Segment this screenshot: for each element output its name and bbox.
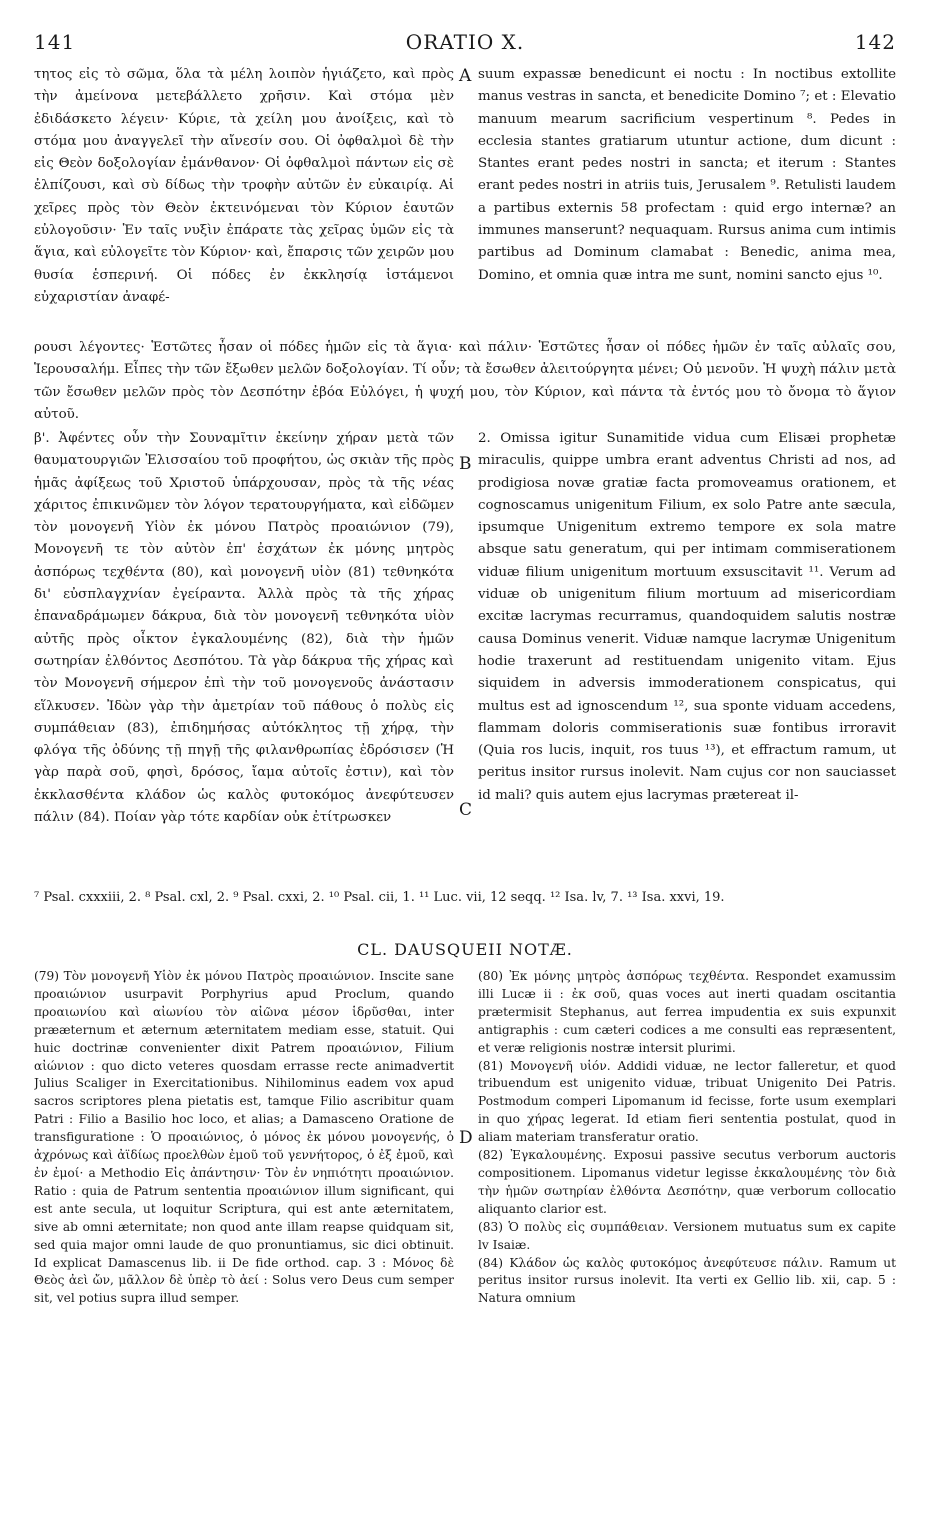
greek-column-section-2 (34, 428, 454, 880)
latin-paragraph-top: suum expassæ benedicunt ei noctu : In noctibus extollite manus vestras in sancta, et benedicite Domino ⁷; et : Elevatio manuum mearum sacrificium vespertinum ⁸. Pedes in ecclesia stantes gratiarum utuntur actione, dum dicunt : Stantes erant pedes nostri in sancta; et iterum : Stantes erant pedes nostri in atriis tuis, Jerusalem ⁹. Retulisti laudem a partibus externis 58 profectam : quid ergo internæ? an immunes manserunt? nequaquam. Rursus anima cum intimis partibus ad Dominum clamabat : Benedic, anima mea, Domino, et omnia quæ intra me sunt, nomini sancto ejus ¹⁰. (478, 67, 896, 283)
running-title: ORATIO X. (405, 30, 525, 54)
notes-column-left (34, 968, 454, 1528)
margin-marker-d: D (459, 1128, 473, 1148)
notes-column-right (478, 968, 896, 1528)
note-79: (79) Τὸν μονογενῆ Υἱὸν ἐκ μόνου Πατρὸς προαιώνιον. Inscite sane προαιώνιον usurpavit Porphyrius apud Proclum, quando προαιωνίου καὶ αἰωνίου τὸν αἰῶνα μέσον ἱδρῦσθαι, inter prææternum et æternum æternitatem mediam esse, statuit. Qui huic doctrinæ convenienter dixit Patrem προαιώνιον, Filium αἰώνιον : quo dicto veteres quosdam errasse recte animadvertit Julius Scaliger in Exercitationibus. Nihilominus eadem vox apud sacros scriptores plena pietatis est, tamque Filio ascribitur quam Patri : Filio a Basilio hoc loco, et alias; a Damasceno Oratione de transfiguratione : Ὁ προαιώνιος, ὁ μόνος ἐκ μόνου μονογενής, ὁ ἀχρόνως καὶ ἀϊδίως προελθὼν ἐμοῦ τοῦ γεννήτορος, ὁ ἐξ ἐμοῦ, καὶ ἐν ἐμοί· a Methodio Εἰς ἀπάντησιν· Τὸν ἐν νηπιότητι προαιώνιον. Ratio : quia de Patrum sententia προαιώνιον illum significant, qui est ante secula, ut loquitur Scriptura, qui est ante æternitatem, sive ab omni æternitate; non quod ante illam reapse quidquam sit, sed quia major omni laude de quo pronuntiamus, sic dici obtinuit. Id explicat Damascenus lib. ii De fide orthod. cap. 3 : Μόνος δὲ Θεὸς ἀεὶ ὤν, μᾶλλον δὲ ὑπὲρ τὸ ἀεί : Solus vero Deus cum semper sit, vel potius supra illud semper. (34, 969, 454, 1306)
margin-marker-b: B (459, 454, 472, 474)
page-header (34, 30, 896, 58)
note-82: (82) Ἐγκαλουμένης. Exposui passive secutus verborum auctoris compositionem. Lipomanus videtur legisse ἐκκαλουμένης τὸν διὰ τὴν ἡμῶν σωτηρίαν ἐλθόντα Δεσπότην, quæ verborum collocatio aliquanto clarior est. (478, 1148, 896, 1216)
greek-spanning-block (34, 337, 896, 427)
latin-column-top (478, 64, 896, 334)
scripture-references-text: ⁷ Psal. cxxxiii, 2. ⁸ Psal. cxl, 2. ⁹ Psal. cxxi, 2. ¹⁰ Psal. cii, 1. ¹¹ Luc. vii, 12 seqq. ¹² Isa. lv, 7. ¹³ Isa. xxvi, 19. (34, 890, 725, 905)
greek-paragraph-top: τητος εἰς τὸ σῶμα, ὅλα τὰ μέλη λοιπὸν ἡγιάζετο, καὶ πρὸς τὴν ἀμείνονα μετεβάλλετο χρῆσιν. Καὶ στόμα μὲν ἐδιδάσκετο λέγειν· Κύριε, τὰ χείλη μου ἀνοίξεις, καὶ τὸ στόμα μου ἀναγγελεῖ τὴν αἴνεσίν σου. Οἱ ὀφθαλμοὶ δὲ τὴν εἰς Θεὸν δοξολογίαν ἐμάνθανον· Οἱ ὀφθαλμοὶ πάντων εἰς σὲ ἐλπίζουσι, καὶ σὺ δίδως τὴν τροφὴν αὐτῶν ἐν εὐκαιρίᾳ. Αἱ χεῖρες πρὸς τὸν Θεὸν ἐκτεινόμεναι τὸν Κύριον ἑαυτῶν εὐλογοῦσιν· Ἐν ταῖς νυξὶν ἐπάρατε τὰς χεῖρας ὑμῶν εἰς τὰ ἅγια, καὶ εὐλογεῖτε τὸν Κύριον· καὶ, ἔπαρσις τῶν χειρῶν μου θυσία ἑσπερινή. Οἱ πόδες ἐν ἐκκλησίᾳ ἱστάμενοι εὐχαριστίαν ἀναφέ- (34, 67, 454, 305)
greek-column-top (34, 64, 454, 334)
greek-spanning-text: ρουσι λέγοντες· Ἑστῶτες ἦσαν οἱ πόδες ἡμῶν εἰς τὰ ἅγια· καὶ πάλιν· Ἑστῶτες ἦσαν οἱ πόδες ἡμῶν ἐν ταῖς αὐλαῖς σου, Ἱερουσαλήμ. Εἶπες τὴν τῶν ἔξωθεν μελῶν δοξολογίαν. Τί οὖν; τὰ ἔσωθεν ἀλειτούργητα μένει; Οὐ μενοῦν. Ἡ ψυχὴ πάλιν μετὰ τῶν ἔσωθεν μελῶν πρὸς τὸν Δεσπότην ἐβόα Εὐλόγει, ἡ ψυχή μου, τὸν Κύριον, καὶ πάντα τὰ ἐντός μου τὸ ὄνομα τὸ ἅγιον αὐτοῦ. (34, 340, 896, 422)
latin-column-section-2 (478, 428, 896, 880)
margin-marker-a: A (459, 66, 472, 86)
scripture-references (34, 888, 896, 934)
page-number-right: 142 (854, 30, 896, 54)
latin-paragraph-section-2: 2. Omissa igitur Sunamitide vidua cum Elisæi prophetæ miraculis, quippe umbra erant adventus Christi ad nos, ad prodigiosa novæ gratiæ facta promoveamus orationem, et cognoscamus unigenitum Filium, ex solo Patre ante sæcula, ipsumque Unigenitum extremo tempore ex sola matre absque satu generatum, qui per intimam commiserationem viduæ filium unigenitum mortuum exsuscitavit ¹¹. Verum ad viduæ ob unigenitum filium mortuum ad misericordiam excitæ lacrymas recurramus, quandoquidem salutis nostræ causa Dominus venerit. Viduæ namque lacrymæ Unigenitum hodie traxerunt ad restituendam unigenito vitam. Ejus siquidem in adversis immoderationem conspicatus, qui multus est ad ignoscendum ¹², sua sponte viduam accedens, flammam doloris commiserationis suæ fontibus irroravit (Quia ros lucis, inquit, ros tuus ¹³), et effractum ramum, ut peritus insitor rursus inolevit. Nam cujus cor non sauciasset id mali? quis autem ejus lacrymas prætereat il- (478, 431, 896, 803)
notes-heading: CL. DAUSQUEII NOTÆ. (357, 940, 573, 959)
note-84: (84) Κλάδον ὡς καλὸς φυτοκόμος ἀνεφύτευσε πάλιν. Ramum ut peritus insitor rursus inolevit. Ita verti ex Gellio lib. xii, cap. 5 : Natura omnium (478, 1255, 896, 1306)
note-81: (81) Μονογενῆ υἱόν. Addidi viduæ, ne lector falleretur, et quod tribuendum est unigenito viduæ, tribuat Unigenito Dei Patris. Postmodum comperi Lipomanum id fecisse, forte usum exemplari in quo χήρας legerat. Id etiam fieri sententia postulat, quod in aliam materiam transferatur oratio. (478, 1058, 896, 1145)
page-number-left: 141 (34, 30, 76, 54)
greek-paragraph-section-2: β'. Ἀφέντες οὖν τὴν Σουναμῖτιν ἐκείνην χήραν μετὰ τῶν θαυματουργιῶν Ἐλισσαίου τοῦ προφήτου, ὡς σκιὰν τῆς πρὸς ἡμᾶς ἀφίξεως τοῦ Χριστοῦ ὑπάρχουσαν, πρὸς τὰ τῆς νέας χάριτος ἐπικινῶμεν τὸν λόγον τερατουργήματα, καὶ εἰδῶμεν τὸν μονογενῆ Υἱὸν ἐκ μόνου Πατρὸς προαιώνιον (79), Μονογενῆ τε τὸν αὐτὸν ἐπ' ἐσχάτων ἐκ μόνης μητρὸς ἀσπόρως τεχθέντα (80), καὶ μονογενῆ υἱὸν (81) τεθνηκότα δι' εὐσπλαγχνίαν ἐγείραντα. Ἀλλὰ πρὸς τὰ τῆς χήρας ἐπαναδράμωμεν δάκρυα, διὰ τὸν μονογενῆ τεθνηκότα υἱὸν αὐτῆς πρὸς οἶκτον ἐγκαλουμένης (82), διὰ τὴν ἡμῶν σωτηρίαν ἐλθόντος Δεσπότου. Τὰ γὰρ δάκρυα τῆς χήρας καὶ τὸν Μονογενῆ σήμερον ἐπὶ τὴν τοῦ μονογενοῦς ἀνάστασιν εἵλκυσεν. Ἰδὼν γὰρ τὴν ἀμετρίαν τοῦ πάθους ὁ πολὺς εἰς συμπάθειαν (83), ἐπιδημήσας αὐτόκλητος τῇ χήρᾳ, τὴν φλόγα τῆς ὀδύνης τῇ πηγῇ τῆς φιλανθρωπίας ἐδρόσισεν (Ἡ γὰρ παρὰ σοῦ, φησὶ, δρόσος, ἴαμα αὐτοῖς ἐστιν), καὶ τὸν ἐκκλασθέντα κλάδον ὡς καλὸς φυτοκόμος ἀνεφύτευσεν πάλιν (84). Ποίαν γὰρ τότε καρδίαν οὐκ ἐτίτρωσκεν (34, 431, 454, 826)
note-80: (80) Ἐκ μόνης μητρὸς ἀσπόρως τεχθέντα. Respondet examussim illi Lucæ ii : ἐκ σοῦ, quas voces aut inerti quadam oscitantia prætermisit Stephanus, aut ferrea impudentia ex suis expunxit antigraphis : cum cæteri codices a me consulti eas repræsentent, et veræ religionis nostræ intersit plurimi. (478, 969, 896, 1055)
margin-marker-c: C (459, 800, 473, 820)
note-83: (83) Ὁ πολὺς εἰς συμπάθειαν. Versionem mutuatus sum ex capite lv Isaiæ. (478, 1219, 896, 1252)
